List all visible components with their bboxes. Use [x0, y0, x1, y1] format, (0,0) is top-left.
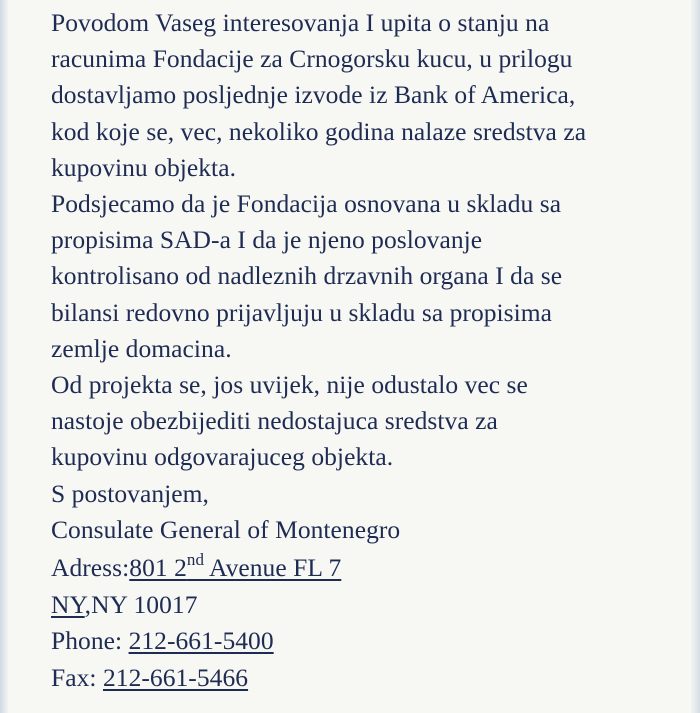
left-edge-shadow: [0, 0, 8, 713]
paragraph-foundation: [51, 186, 691, 367]
text-line: dostavljamo posljednje izvode iz Bank of America,: [51, 80, 576, 110]
text-line: kupovinu objekta.: [51, 152, 236, 182]
text-line: Povodom Vaseg interesovanja I upita o stanju na: [51, 8, 550, 37]
text-line: kupovinu odgovarajuceg objekta.: [51, 442, 394, 472]
closing-text: S postovanjem,: [51, 478, 209, 508]
right-edge-shadow: [691, 0, 700, 713]
text-line: racunima Fondacije za Crnogorsku kucu, u prilogu: [51, 44, 573, 74]
text-line: bilansi redovno prijavljuju u skladu sa propisima: [51, 297, 553, 327]
address-line: [51, 550, 691, 587]
city-rest: ,NY 10017: [84, 589, 198, 619]
city-line: [51, 587, 691, 624]
phone-label: Phone:: [51, 626, 129, 656]
text-line: Od projekta se, jos uvijek, nije odustalo vec se: [51, 370, 528, 400]
fax-label: Fax:: [51, 662, 103, 692]
fax-line: [51, 660, 691, 697]
street-rest: Avenue FL 7: [204, 553, 342, 583]
address-link[interactable]: [129, 550, 342, 583]
text-line: Podsjecamo da je Fondacija osnovana u skladu sa: [51, 189, 562, 219]
phone-link[interactable]: 212-661-5400: [128, 626, 274, 656]
text-line: nastoje obezbijediti nedostajuca sredstva za: [51, 406, 498, 436]
phone-line: [51, 623, 691, 660]
paragraph-project: [51, 367, 691, 476]
city-link[interactable]: NY: [51, 589, 85, 619]
street-number: 801 2: [129, 553, 187, 583]
text-line: kod koje se, vec, nekoliko godina nalaze sredstva za: [51, 116, 587, 146]
ordinal-suffix: nd: [186, 550, 204, 570]
signature-block: [51, 476, 691, 548]
fax-link[interactable]: 212-661-5466: [102, 662, 249, 692]
paragraph-inquiry: [51, 5, 691, 186]
sender-name: Consulate General of Montenegro: [51, 514, 401, 544]
text-line: propisima SAD-a I da je njeno poslovanje: [51, 225, 483, 255]
message-bubble: [8, 0, 691, 713]
text-line: zemlje domacina.: [51, 333, 232, 363]
text-line: kontrolisano od nadleznih drzavnih organa I da se: [51, 261, 563, 291]
contact-block: [51, 550, 691, 696]
address-label: Adress:: [51, 553, 130, 583]
